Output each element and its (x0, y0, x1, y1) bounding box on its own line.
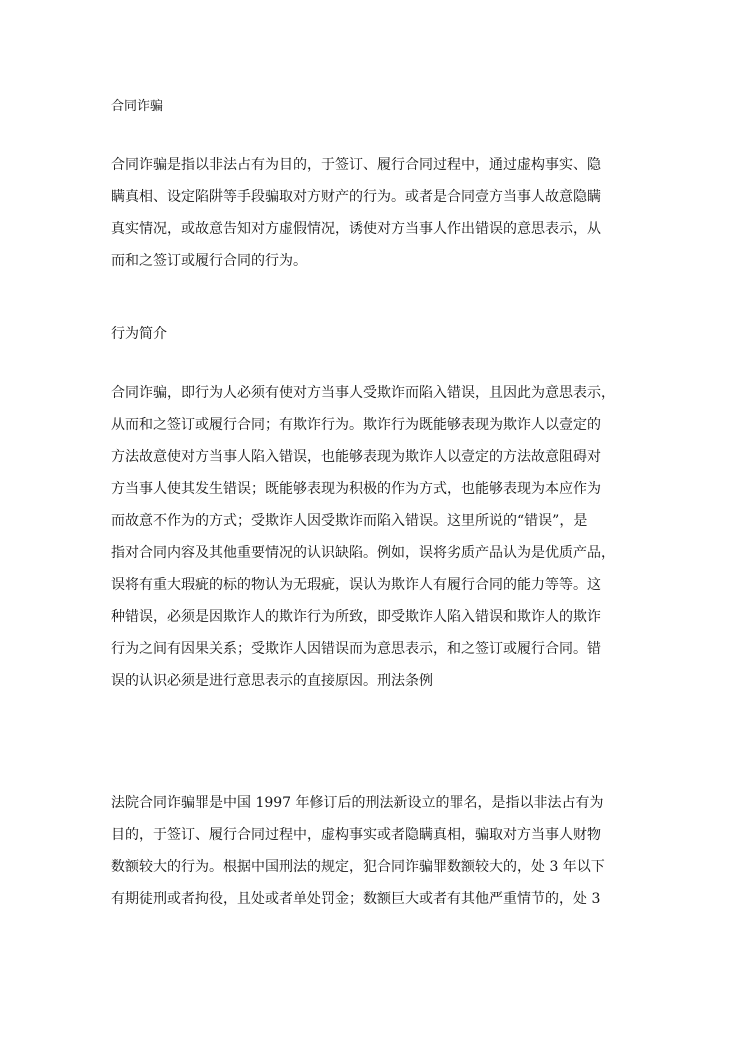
paragraph-line: 法院合同诈骗罪是中国 1997 年修订后的刑法新设立的罪名，是指以非法占有为 (111, 795, 604, 811)
law-paragraph (111, 787, 641, 915)
paragraph-line: 方当事人使其发生错误；既能够表现为积极的作为方式，也能够表现为本应作为 (111, 481, 601, 497)
paragraph-line: 合同诈骗是指以非法占有为目的，于签订、履行合同过程中，通过虚构事实、隐 (111, 157, 601, 173)
paragraph-line: 指对合同内容及其他重要情况的认识缺陷。例如，误将劣质产品认为是优质产品， (111, 545, 615, 561)
paragraph-line: 种错误，必须是因欺诈人的欺诈行为所致，即受欺诈人陷入错误和欺诈人的欺诈 (111, 609, 601, 625)
paragraph-line: 有期徒刑或者拘役，且处或者单处罚金；数额巨大或者有其他严重情节的，处 3 (111, 891, 601, 907)
behavior-paragraph (111, 377, 641, 697)
paragraph-line: 方法故意使对方当事人陷入错误，也能够表现为欺诈人以壹定的方法故意阻碍对 (111, 449, 601, 465)
section-heading: 行为简介 (111, 326, 167, 342)
paragraph-line: 瞒真相、设定陷阱等手段骗取对方财产的行为。或者是合同壹方当事人故意隐瞒 (111, 189, 601, 205)
paragraph-line: 从而和之签订或履行合同；有欺诈行为。欺诈行为既能够表现为欺诈人以壹定的 (111, 417, 601, 433)
intro-paragraph (111, 149, 641, 277)
paragraph-line: 数额较大的行为。根据中国刑法的规定，犯合同诈骗罪数额较大的，处 3 年以下 (111, 859, 605, 875)
paragraph-line: 真实情况，或故意告知对方虚假情况，诱使对方当事人作出错误的意思表示，从 (111, 221, 601, 237)
paragraph-line: 行为之间有因果关系；受欺诈人因错误而为意思表示，和之签订或履行合同。错 (111, 641, 601, 657)
paragraph-line: 目的，于签订、履行合同过程中，虚构事实或者隐瞒真相，骗取对方当事人财物 (111, 827, 601, 843)
paragraph-line: 合同诈骗，即行为人必须有使对方当事人受欺诈而陷入错误，且因此为意思表示， (111, 385, 615, 401)
paragraph-line: 误将有重大瑕疵的标的物认为无瑕疵，误认为欺诈人有履行合同的能力等等。这 (111, 577, 601, 593)
paragraph-line: 误的认识必须是进行意思表示的直接原因。刑法条例 (111, 673, 433, 689)
document-title: 合同诈骗 (111, 99, 164, 114)
paragraph-line: 而故意不作为的方式；受欺诈人因受欺诈而陷入错误。这里所说的“错误”，是 (111, 513, 588, 529)
paragraph-line: 而和之签订或履行合同的行为。 (111, 253, 307, 269)
